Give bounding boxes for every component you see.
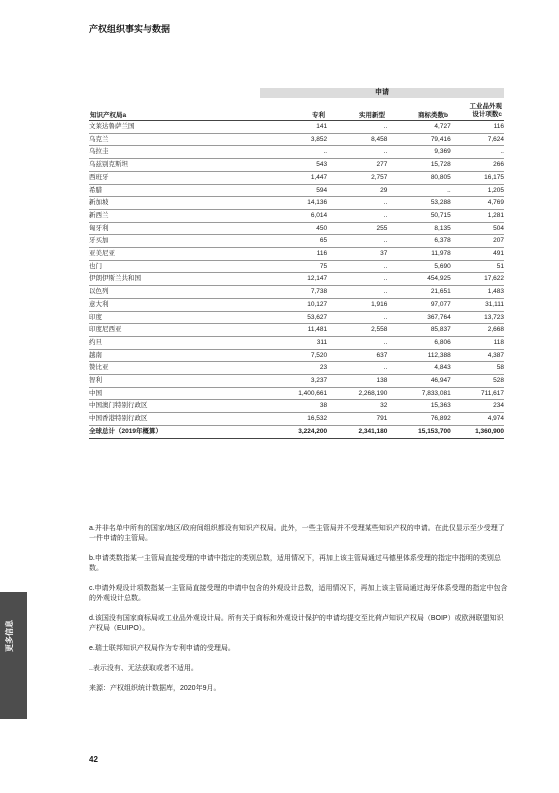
- value-cell: ..: [327, 260, 387, 273]
- col-header-trademarks: 商标类数b: [418, 112, 448, 119]
- value-cell: 543: [261, 159, 327, 172]
- office-name-cell: 文莱达鲁萨兰国: [89, 121, 261, 133]
- value-cell: 138: [327, 375, 387, 388]
- value-cell: 594: [261, 184, 327, 197]
- value-cell: 8,135: [387, 222, 450, 235]
- value-cell: 51: [451, 260, 504, 273]
- col-header-designs: [450, 103, 502, 119]
- table-row: [89, 400, 504, 413]
- value-cell: 1,205: [451, 184, 504, 197]
- table-row: [89, 336, 504, 349]
- value-cell: 12,147: [261, 273, 327, 286]
- value-cell: 16,532: [261, 413, 327, 426]
- value-cell: 1,447: [261, 171, 327, 184]
- value-cell: 15,728: [387, 159, 450, 172]
- office-name-cell: 也门: [89, 260, 261, 273]
- value-cell: ..: [451, 146, 504, 159]
- total-value-cell: 15,153,700: [387, 425, 450, 438]
- table-row: [89, 349, 504, 362]
- office-name-cell: 新西兰: [89, 209, 261, 222]
- office-name-cell: 牙买加: [89, 235, 261, 248]
- value-cell: ..: [327, 362, 387, 375]
- value-cell: 23: [261, 362, 327, 375]
- value-cell: 7,833,081: [387, 387, 450, 400]
- value-cell: 75: [261, 260, 327, 273]
- value-cell: ..: [327, 311, 387, 324]
- value-cell: 255: [327, 222, 387, 235]
- table-row: [89, 159, 504, 172]
- col-header-patents: 专利: [312, 112, 325, 119]
- value-cell: 17,622: [451, 273, 504, 286]
- col-header-utility-models: 实用新型: [359, 112, 385, 119]
- value-cell: ..: [387, 184, 450, 197]
- value-cell: 79,416: [387, 133, 450, 146]
- office-name-cell: 亚美尼亚: [89, 248, 261, 261]
- total-value-cell: 1,360,900: [451, 425, 504, 438]
- value-cell: 53,627: [261, 311, 327, 324]
- value-cell: 1,400,661: [261, 387, 327, 400]
- value-cell: 454,925: [387, 273, 450, 286]
- value-cell: 1,281: [451, 209, 504, 222]
- value-cell: 76,892: [387, 413, 450, 426]
- value-cell: 116: [261, 248, 327, 261]
- office-name-cell: 智利: [89, 375, 261, 388]
- value-cell: 2,558: [327, 324, 387, 337]
- value-cell: 31,111: [451, 298, 504, 311]
- value-cell: 58: [451, 362, 504, 375]
- value-cell: ..: [327, 197, 387, 210]
- value-cell: 9,369: [387, 146, 450, 159]
- value-cell: 5,690: [387, 260, 450, 273]
- value-cell: 15,363: [387, 400, 450, 413]
- value-cell: 10,127: [261, 298, 327, 311]
- value-cell: ..: [327, 336, 387, 349]
- office-name-cell: 赞比亚: [89, 362, 261, 375]
- footnote-e: e.瑞士联邦知识产权局作为专利申请的受理局。: [89, 645, 235, 652]
- table-row: [89, 209, 504, 222]
- office-name-cell: 新加坡: [89, 197, 261, 210]
- value-cell: 277: [327, 159, 387, 172]
- table-row: [89, 362, 504, 375]
- footnote-b: b.申请类数指某一主管局直接受理的申请中指定的类别总数，适用情况下，再加上该主管局通过马德里体系受理的指定中指明的类别总数。: [89, 555, 501, 572]
- footnote-a: a.并非名单中所有的国家/地区/政府间组织都设有知识产权局。此外，一些主管局并不受理某些知识产权的申请。在此仅显示至少受理了一件申请的主管局。: [89, 525, 505, 542]
- value-cell: ..: [327, 209, 387, 222]
- table-row: [89, 298, 504, 311]
- value-cell: 7,520: [261, 349, 327, 362]
- table-row: [89, 375, 504, 388]
- value-cell: 37: [327, 248, 387, 261]
- value-cell: 6,806: [387, 336, 450, 349]
- applications-group-header: 申请: [260, 88, 504, 98]
- value-cell: 85,837: [387, 324, 450, 337]
- value-cell: ..: [327, 286, 387, 299]
- value-cell: 6,014: [261, 209, 327, 222]
- col-header-designs-line2: 设计项数c: [472, 111, 502, 118]
- value-cell: 97,077: [387, 298, 450, 311]
- table-row: [89, 248, 504, 261]
- total-value-cell: 2,341,180: [327, 425, 387, 438]
- value-cell: 13,723: [451, 311, 504, 324]
- table-row: [89, 273, 504, 286]
- office-name-cell: 中国澳门特别行政区: [89, 400, 261, 413]
- table-row: [89, 324, 504, 337]
- value-cell: 7,738: [261, 286, 327, 299]
- table-row: [89, 235, 504, 248]
- value-cell: 14,136: [261, 197, 327, 210]
- office-name-cell: 越南: [89, 349, 261, 362]
- value-cell: ..: [327, 273, 387, 286]
- value-cell: 46,947: [387, 375, 450, 388]
- more-info-label: 更多信息: [5, 620, 14, 652]
- table-row: [89, 387, 504, 400]
- value-cell: 3,852: [261, 133, 327, 146]
- value-cell: 80,805: [387, 171, 450, 184]
- total-label-cell: 全球总计（2019年概算）: [89, 425, 261, 438]
- office-name-cell: 希腊: [89, 184, 261, 197]
- value-cell: 491: [451, 248, 504, 261]
- page-title: 产权组织事实与数据: [89, 24, 171, 34]
- table-row: [89, 311, 504, 324]
- value-cell: 711,617: [451, 387, 504, 400]
- office-name-cell: 中国: [89, 387, 261, 400]
- office-name-cell: 中国香港特别行政区: [89, 413, 261, 426]
- value-cell: 2,268,190: [327, 387, 387, 400]
- value-cell: 4,974: [451, 413, 504, 426]
- table-row: [89, 197, 504, 210]
- footnote-na: ..表示没有、无法获取或者不适用。: [89, 665, 198, 672]
- value-cell: 8,458: [327, 133, 387, 146]
- value-cell: 50,715: [387, 209, 450, 222]
- value-cell: 21,651: [387, 286, 450, 299]
- total-row: [89, 425, 504, 438]
- value-cell: 637: [327, 349, 387, 362]
- col-header-office: 知识产权局a: [90, 112, 127, 119]
- value-cell: 367,764: [387, 311, 450, 324]
- value-cell: 141: [261, 121, 327, 133]
- more-info-tab[interactable]: [0, 592, 27, 719]
- value-cell: 32: [327, 400, 387, 413]
- office-name-cell: 乌兹别克斯坦: [89, 159, 261, 172]
- office-name-cell: 以色列: [89, 286, 261, 299]
- table-row: [89, 146, 504, 159]
- value-cell: 4,769: [451, 197, 504, 210]
- value-cell: ..: [261, 146, 327, 159]
- value-cell: 11,978: [387, 248, 450, 261]
- office-name-cell: 匈牙利: [89, 222, 261, 235]
- office-name-cell: 西班牙: [89, 171, 261, 184]
- value-cell: 1,916: [327, 298, 387, 311]
- value-cell: 234: [451, 400, 504, 413]
- value-cell: 791: [327, 413, 387, 426]
- value-cell: 11,481: [261, 324, 327, 337]
- value-cell: 38: [261, 400, 327, 413]
- value-cell: 118: [451, 336, 504, 349]
- value-cell: ..: [327, 121, 387, 133]
- value-cell: 16,175: [451, 171, 504, 184]
- value-cell: 311: [261, 336, 327, 349]
- office-name-cell: 伊朗伊斯兰共和国: [89, 273, 261, 286]
- table-row: [89, 260, 504, 273]
- value-cell: 3,237: [261, 375, 327, 388]
- table-row: [89, 184, 504, 197]
- office-name-cell: 意大利: [89, 298, 261, 311]
- value-cell: 53,288: [387, 197, 450, 210]
- table-row: [89, 133, 504, 146]
- page-number: 42: [89, 755, 98, 764]
- value-cell: 528: [451, 375, 504, 388]
- data-table: [89, 121, 504, 439]
- col-header-designs-line1: 工业品外观: [469, 103, 502, 110]
- value-cell: 116: [451, 121, 504, 133]
- value-cell: 207: [451, 235, 504, 248]
- value-cell: 65: [261, 235, 327, 248]
- value-cell: 266: [451, 159, 504, 172]
- value-cell: ..: [327, 235, 387, 248]
- value-cell: 112,388: [387, 349, 450, 362]
- footnotes: [89, 524, 509, 704]
- office-name-cell: 约旦: [89, 336, 261, 349]
- table-row: [89, 222, 504, 235]
- value-cell: 4,727: [387, 121, 450, 133]
- value-cell: ..: [327, 146, 387, 159]
- value-cell: 29: [327, 184, 387, 197]
- value-cell: 7,624: [451, 133, 504, 146]
- total-value-cell: 3,224,200: [261, 425, 327, 438]
- value-cell: 4,843: [387, 362, 450, 375]
- value-cell: 450: [261, 222, 327, 235]
- office-name-cell: 乌拉圭: [89, 146, 261, 159]
- value-cell: 2,757: [327, 171, 387, 184]
- value-cell: 504: [451, 222, 504, 235]
- office-name-cell: 印度: [89, 311, 261, 324]
- value-cell: 2,668: [451, 324, 504, 337]
- office-name-cell: 印度尼西亚: [89, 324, 261, 337]
- footnote-c: c.申请外观设计项数指某一主管局直接受理的申请中包含的外观设计总数，适用情况下，再加上该主管局通过海牙体系受理的指定中包含的外观设计总数。: [89, 585, 508, 602]
- table-row: [89, 286, 504, 299]
- value-cell: 4,387: [451, 349, 504, 362]
- table-row: [89, 121, 504, 133]
- table-row: [89, 171, 504, 184]
- source-note: 来源：产权组织统计数据库，2020年9月。: [89, 685, 221, 692]
- footnote-d: d.该国没有国家商标局或工业品外观设计局。所有关于商标和外观设计保护的申请均提交至比荷卢知识产权局（BOIP）或欧洲联盟知识产权局（EUIPO）。: [89, 615, 504, 632]
- value-cell: 1,483: [451, 286, 504, 299]
- value-cell: 6,378: [387, 235, 450, 248]
- table-row: [89, 413, 504, 426]
- office-name-cell: 乌克兰: [89, 133, 261, 146]
